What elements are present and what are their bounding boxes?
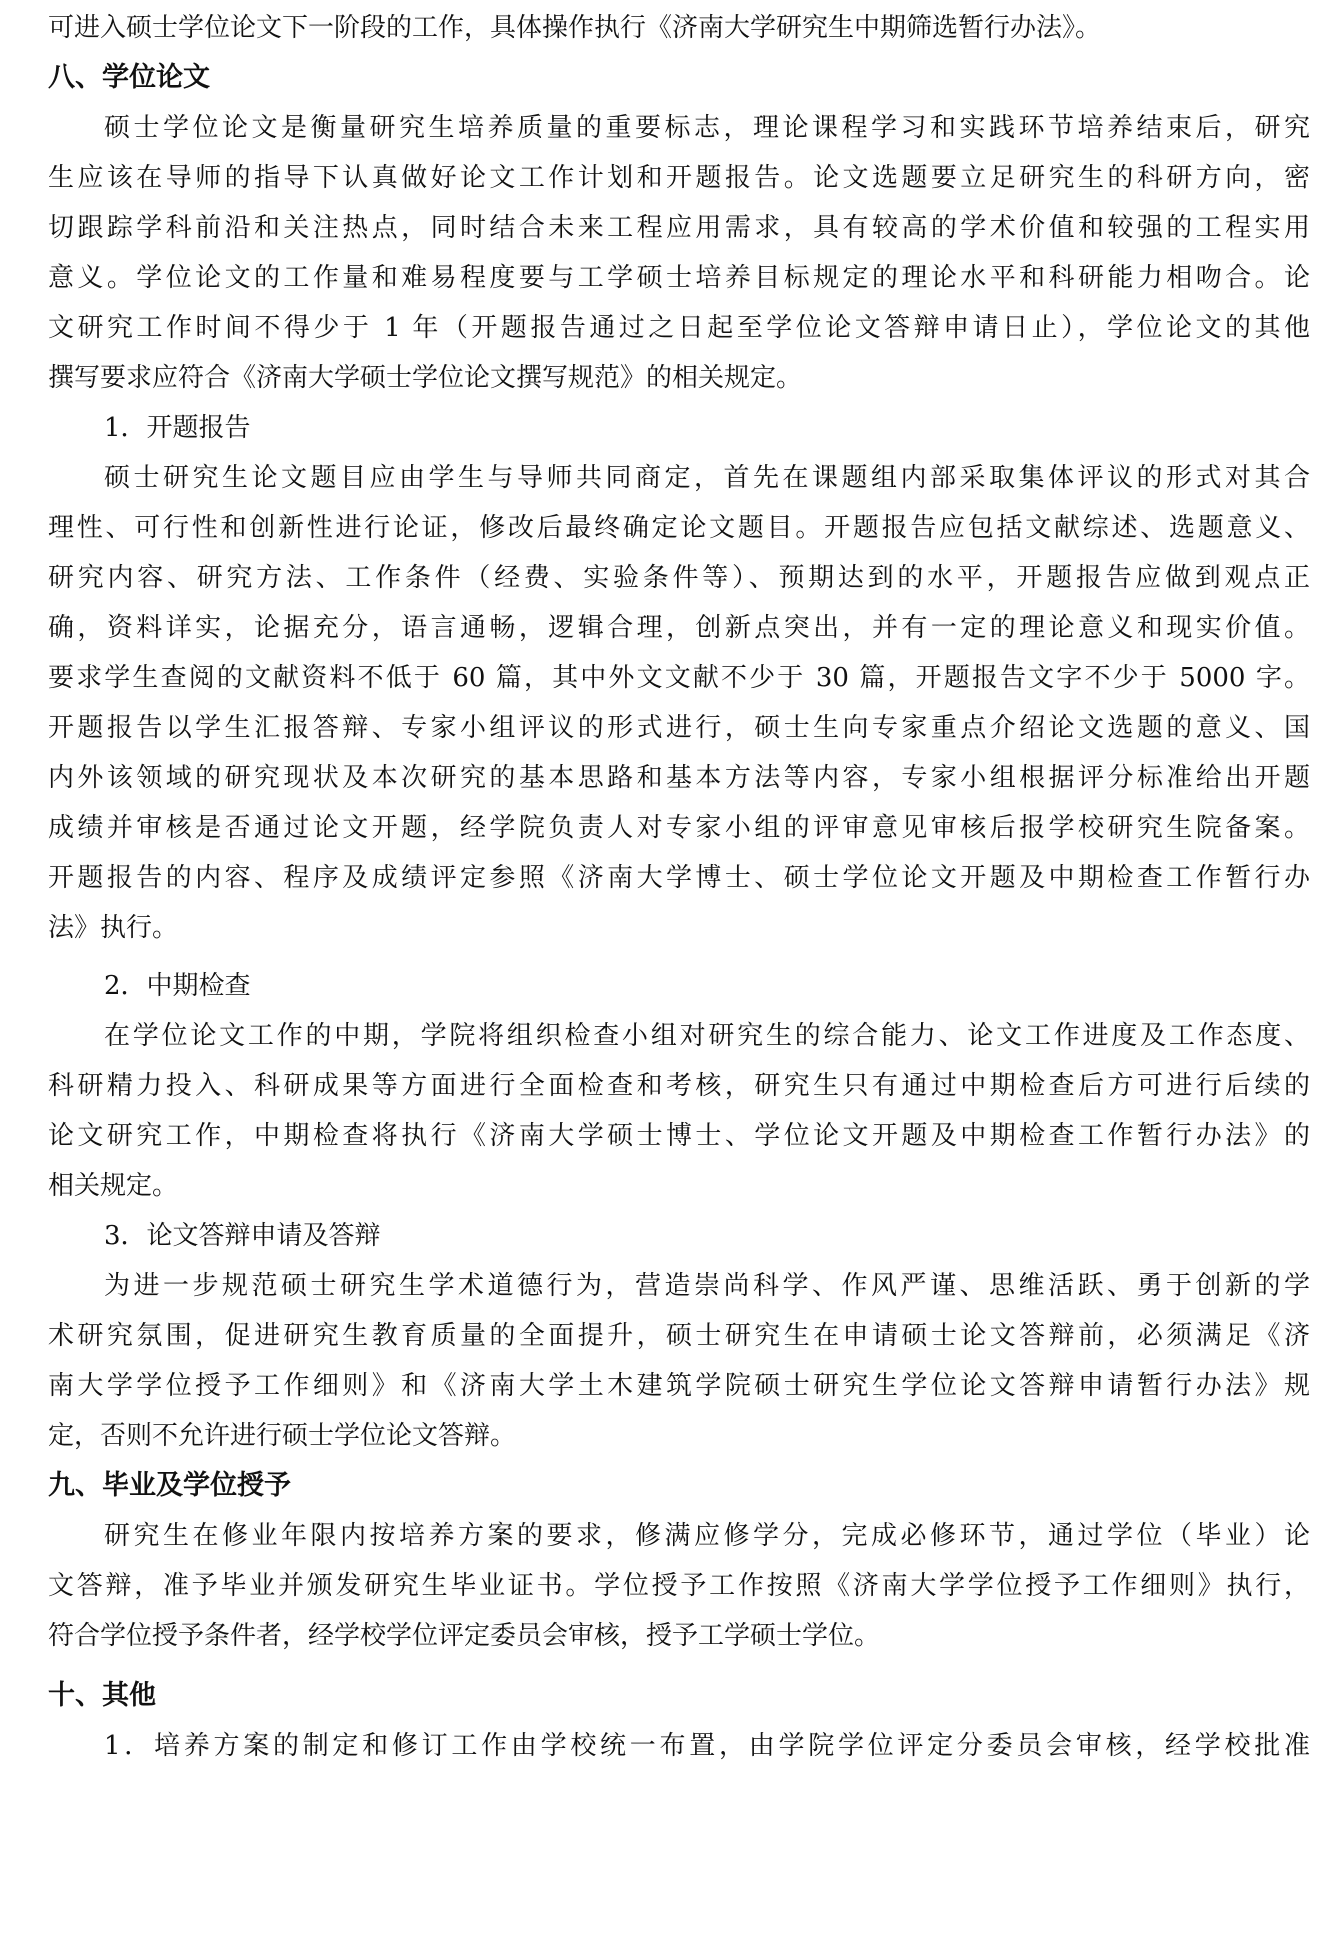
opening-report-line: 内外该领域的研究现状及本次研究的基本思路和基本方法等内容，专家小组根据评分标准给出开题 [48, 763, 1310, 793]
s8-paragraph-line: 硕士学位论文是衡量研究生培养质量的重要标志，理论课程学习和实践环节培养结束后，研究 [104, 113, 1310, 143]
midterm-check-line: 在学位论文工作的中期，学院将组织检查小组对研究生的综合能力、论文工作进度及工作态度、 [104, 1021, 1310, 1051]
section-8-heading: 八、学位论文 [48, 62, 210, 93]
s8-paragraph-line: 撰写要求应符合《济南大学硕士学位论文撰写规范》的相关规定。 [48, 363, 803, 393]
defense-line: 为进一步规范硕士研究生学术道德行为，营造崇尚科学、作风严谨、思维活跃、勇于创新的学 [104, 1271, 1310, 1301]
subsection-midterm-check-title: 2．中期检查 [104, 971, 251, 1001]
defense-line: 定，否则不允许进行硕士学位论文答辩。 [48, 1421, 517, 1451]
other-line: 1．培养方案的制定和修订工作由学校统一布置，由学院学位评定分委员会审核，经学校批准 [104, 1731, 1310, 1761]
defense-line: 术研究氛围，促进研究生教育质量的全面提升，硕士研究生在申请硕士论文答辩前，必须满足《济 [48, 1321, 1310, 1351]
midterm-check-line: 论文研究工作，中期检查将执行《济南大学硕士博士、学位论文开题及中期检查工作暂行办法》的 [48, 1121, 1310, 1151]
subsection-opening-report-title: 1．开题报告 [104, 413, 251, 443]
opening-report-line: 硕士研究生论文题目应由学生与导师共同商定，首先在课题组内部采取集体评议的形式对其合 [104, 463, 1310, 493]
graduation-line: 文答辩，准予毕业并颁发研究生毕业证书。学位授予工作按照《济南大学学位授予工作细则》执行， [48, 1571, 1310, 1601]
intro-tail-line: 可进入硕士学位论文下一阶段的工作，具体操作执行《济南大学研究生中期筛选暂行办法》。 [48, 13, 1102, 43]
s8-paragraph-line: 意义。学位论文的工作量和难易程度要与工学硕士培养目标规定的理论水平和科研能力相吻合。论 [48, 263, 1310, 293]
s8-paragraph-line: 切跟踪学科前沿和关注热点，同时结合未来工程应用需求，具有较高的学术价值和较强的工程实用 [48, 213, 1310, 243]
graduation-line: 研究生在修业年限内按培养方案的要求，修满应修学分，完成必修环节，通过学位（毕业）论 [104, 1521, 1310, 1551]
midterm-check-line: 相关规定。 [48, 1171, 179, 1201]
opening-report-line: 开题报告以学生汇报答辩、专家小组评议的形式进行，硕士生向专家重点介绍论文选题的意义、国 [48, 713, 1310, 743]
opening-report-line: 确，资料详实，论据充分，语言通畅，逻辑合理，创新点突出，并有一定的理论意义和现实价值。 [48, 613, 1310, 643]
defense-line: 南大学学位授予工作细则》和《济南大学土木建筑学院硕士研究生学位论文答辩申请暂行办法》规 [48, 1371, 1310, 1401]
s8-paragraph-line: 生应该在导师的指导下认真做好论文工作计划和开题报告。论文选题要立足研究生的科研方向，密 [48, 163, 1310, 193]
graduation-line: 符合学位授予条件者，经学校学位评定委员会审核，授予工学硕士学位。 [48, 1621, 881, 1651]
opening-report-line: 法》执行。 [48, 913, 179, 943]
section-10-heading: 十、其他 [48, 1680, 156, 1711]
opening-report-line: 理性、可行性和创新性进行论证，修改后最终确定论文题目。开题报告应包括文献综述、选题意义、 [48, 513, 1310, 543]
opening-report-line: 研究内容、研究方法、工作条件（经费、实验条件等）、预期达到的水平，开题报告应做到观点正 [48, 563, 1310, 593]
opening-report-line: 要求学生查阅的文献资料不低于 60 篇，其中外文文献不少于 30 篇，开题报告文字不少于 5000 字。 [48, 663, 1310, 693]
section-9-heading: 九、毕业及学位授予 [48, 1470, 291, 1501]
opening-report-line: 开题报告的内容、程序及成绩评定参照《济南大学博士、硕士学位论文开题及中期检查工作暂行办 [48, 863, 1310, 893]
s8-paragraph-line: 文研究工作时间不得少于 1 年（开题报告通过之日起至学位论文答辩申请日止），学位论文的其他 [48, 313, 1310, 343]
subsection-defense-title: 3．论文答辩申请及答辩 [104, 1221, 381, 1251]
opening-report-line: 成绩并审核是否通过论文开题，经学院负责人对专家小组的评审意见审核后报学校研究生院备案。 [48, 813, 1310, 843]
midterm-check-line: 科研精力投入、科研成果等方面进行全面检查和考核，研究生只有通过中期检查后方可进行后续的 [48, 1071, 1310, 1101]
